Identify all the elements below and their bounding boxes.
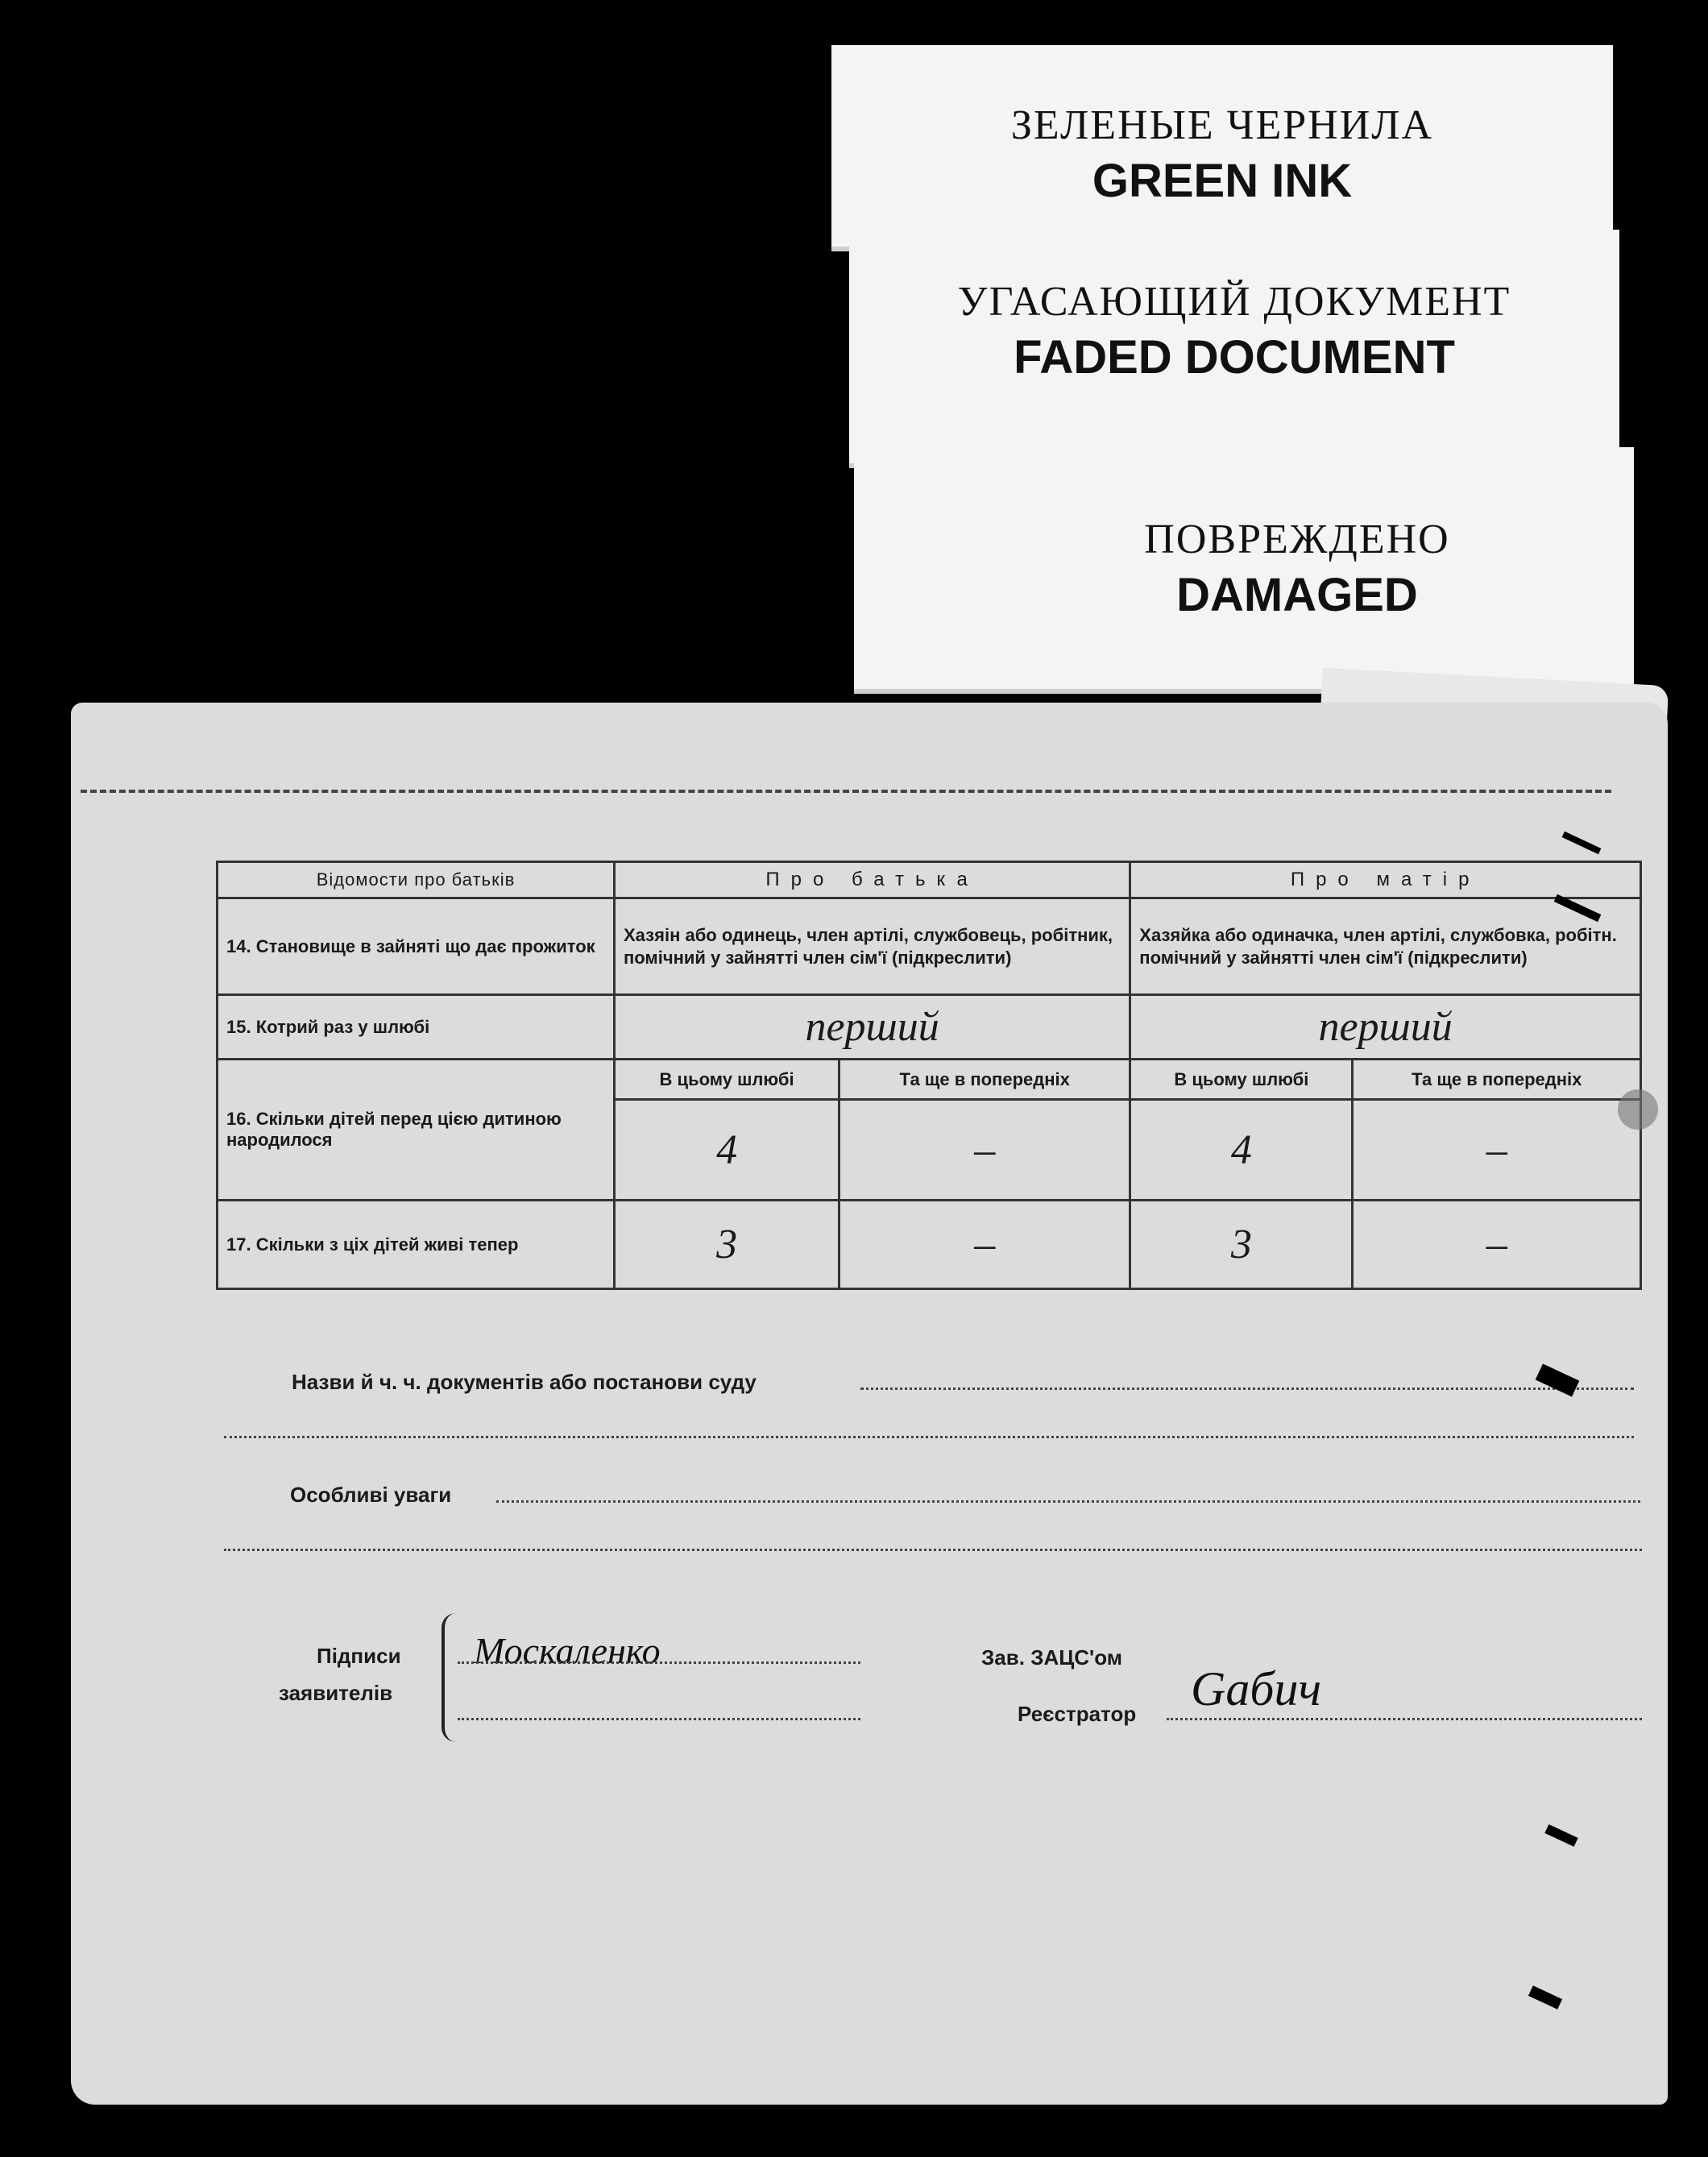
row17-father-prev: –: [839, 1201, 1130, 1289]
signatures-label-2: заявителів: [279, 1681, 393, 1705]
header-mother: Про матір: [1130, 862, 1641, 898]
subheader-mother-prev: Та ще в попередніх: [1353, 1060, 1641, 1100]
registrar-line: [1167, 1718, 1642, 1720]
row14-question: 14. Становище в зайняті що дає прожиток: [218, 898, 615, 995]
damage-hole: [1528, 1985, 1562, 2010]
faded-ru: УГАСАЮЩИЙ ДОКУМЕНТ: [957, 279, 1511, 325]
applicant-signature: Москаленко: [474, 1630, 661, 1671]
header-info: Відомости про батьків: [218, 862, 615, 898]
damage-hole: [1544, 1824, 1577, 1847]
header-father: Про батька: [615, 862, 1130, 898]
registrar-signature: Gaбич: [1191, 1662, 1322, 1715]
row17-mother-this: 3: [1130, 1201, 1353, 1289]
head-label: Зав. ЗАЦС'ом: [981, 1645, 1122, 1670]
subheader-mother-this: В цьому шлюбі: [1130, 1060, 1353, 1100]
row16-father-prev: –: [839, 1100, 1130, 1201]
subheader-father-prev: Та ще в попередніх: [839, 1060, 1130, 1100]
registrar-label: Реєстратор: [1018, 1702, 1137, 1726]
row15-father-answer: перший: [615, 995, 1130, 1060]
cut-line: [81, 790, 1611, 793]
documents-dotline-2: [224, 1436, 1634, 1438]
row17-mother-prev: –: [1353, 1201, 1641, 1289]
notes-dotline-2: [224, 1549, 1642, 1551]
signatures-label-1: Підписи: [317, 1644, 401, 1668]
row15-question: 15. Котрий раз у шлюбі: [218, 995, 615, 1060]
row16-question: 16. Скільки дітей перед цією дитиною народилося: [218, 1060, 615, 1201]
documents-dotline: [860, 1388, 1634, 1390]
row17-question: 17. Скільки з ціх дітей живі тепер: [218, 1201, 615, 1289]
row16-father-this: 4: [615, 1100, 839, 1201]
registration-form-sheet: [71, 703, 1668, 2105]
row16-mother-prev: –: [1353, 1100, 1641, 1201]
green-ink-label-card: [831, 45, 1613, 247]
faded-document-label-card: [849, 230, 1619, 463]
stain: [1618, 1089, 1658, 1130]
signature-line-1: [458, 1661, 860, 1664]
damaged-ru: ПОВРЕЖДЕНО: [1144, 516, 1450, 562]
row17-father-this: 3: [615, 1201, 839, 1289]
faded-en: FADED DOCUMENT: [1014, 331, 1455, 384]
damage-hole: [1562, 832, 1602, 854]
signature-line-2: [458, 1718, 860, 1720]
row14-father-options: Хазяін або одинець, член артілі, службовець, робітник, помічний у зайнятті член сім'ї (підкреслити): [615, 898, 1130, 995]
notes-label: Особливі уваги: [290, 1483, 452, 1507]
damage-hole: [1536, 1363, 1580, 1396]
subheader-father-this: В цьому шлюбі: [615, 1060, 839, 1100]
row14-mother-options: Хазяйка або одиначка, член артілі, службовка, робітн. помічний у зайнятті член сім'ї (підкреслити): [1130, 898, 1641, 995]
row15-mother-answer: перший: [1130, 995, 1641, 1060]
green-ink-en: GREEN INK: [1092, 155, 1353, 207]
damaged-en: DAMAGED: [1176, 569, 1418, 621]
damaged-label-card: [854, 447, 1634, 689]
row16-mother-this: 4: [1130, 1100, 1353, 1201]
signatures-bracket: [442, 1613, 456, 1742]
green-ink-ru: ЗЕЛЕНЫЕ ЧЕРНИЛА: [1010, 102, 1434, 148]
parents-info-table: [216, 861, 1642, 1290]
notes-dotline: [496, 1500, 1640, 1503]
documents-label: Назви й ч. ч. документів або постанови суду: [292, 1370, 757, 1394]
